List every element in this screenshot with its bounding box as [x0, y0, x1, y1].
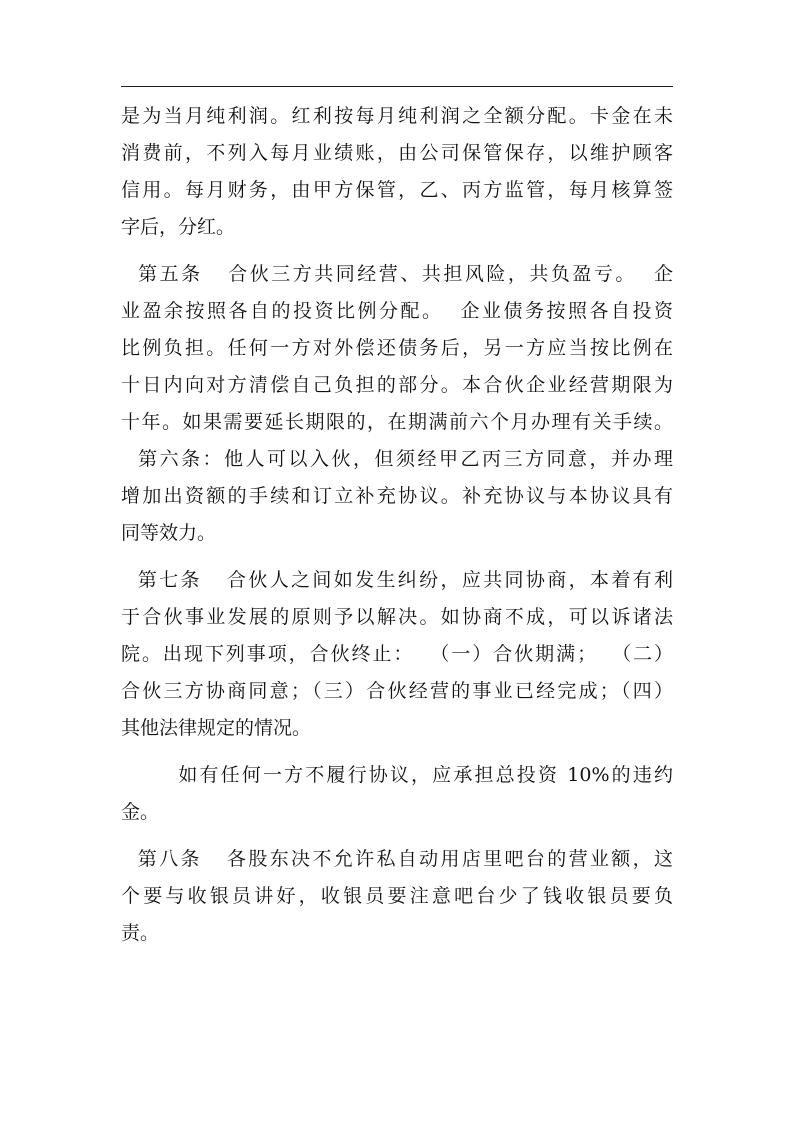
- text-line: 消费前，不列入每月业绩账，由公司保管保存，以维护顾客: [121, 142, 673, 164]
- text-line: 个要与收银员讲好，收银员要注意吧台少了钱收银员要负: [121, 885, 673, 907]
- text-line: 责。: [121, 922, 160, 944]
- text-line: 院。出现下列事项，合伙终止： （一）合伙期满； （二）: [121, 643, 673, 665]
- text-line: 字后，分红。: [121, 216, 236, 238]
- document-body: [121, 98, 673, 952]
- text-line: 十日内向对方清偿自己负担的部分。本合伙企业经营期限为: [121, 374, 673, 396]
- text-line: 十年。如果需要延长期限的，在期满前六个月办理有关手续。: [121, 411, 673, 433]
- text-line: 第七条 合伙人之间如发生纠纷，应共同协商，本着有利: [121, 569, 673, 591]
- text-line: 增加出资额的手续和订立补充协议。补充协议与本协议具有: [121, 485, 673, 507]
- paragraph-article-6: [121, 441, 673, 552]
- text-line: 其他法律规定的情况。: [121, 717, 312, 739]
- text-line: 信用。每月财务，由甲方保管，乙、丙方监管，每月核算签: [121, 179, 673, 201]
- text-line: 如有任何一方不履行协议，应承担总投资 10%的违约: [121, 764, 673, 786]
- text-line: 比例负担。任何一方对外偿还债务后，另一方应当按比例在: [121, 337, 673, 359]
- paragraph-article-5: [121, 256, 673, 441]
- text-line: 第五条 合伙三方共同经营、共担风险，共负盈亏。 企: [121, 263, 673, 285]
- text-line: 第六条：他人可以入伙，但须经甲乙丙三方同意，并办理: [121, 448, 673, 470]
- text-line: 业盈余按照各自的投资比例分配。 企业债务按照各自投资: [121, 300, 673, 322]
- paragraph-article-7: [121, 562, 673, 747]
- text-line: 金。: [121, 801, 160, 823]
- text-line: 同等效力。: [121, 522, 217, 544]
- text-line: 是为当月纯利润。红利按每月纯利润之全额分配。卡金在未: [121, 105, 673, 127]
- header-rule: [121, 86, 673, 87]
- paragraph-article-8: [121, 841, 673, 952]
- text-line: 于合伙事业发展的原则予以解决。如协商不成，可以诉诸法: [121, 606, 673, 628]
- text-line: 第八条 各股东决不允许私自动用店里吧台的营业额，这: [121, 848, 673, 870]
- text-line: 合伙三方协商同意；（三）合伙经营的事业已经完成；（四）: [121, 680, 673, 702]
- paragraph-breach-penalty: [121, 757, 673, 831]
- paragraph-profit-distribution: [121, 98, 673, 246]
